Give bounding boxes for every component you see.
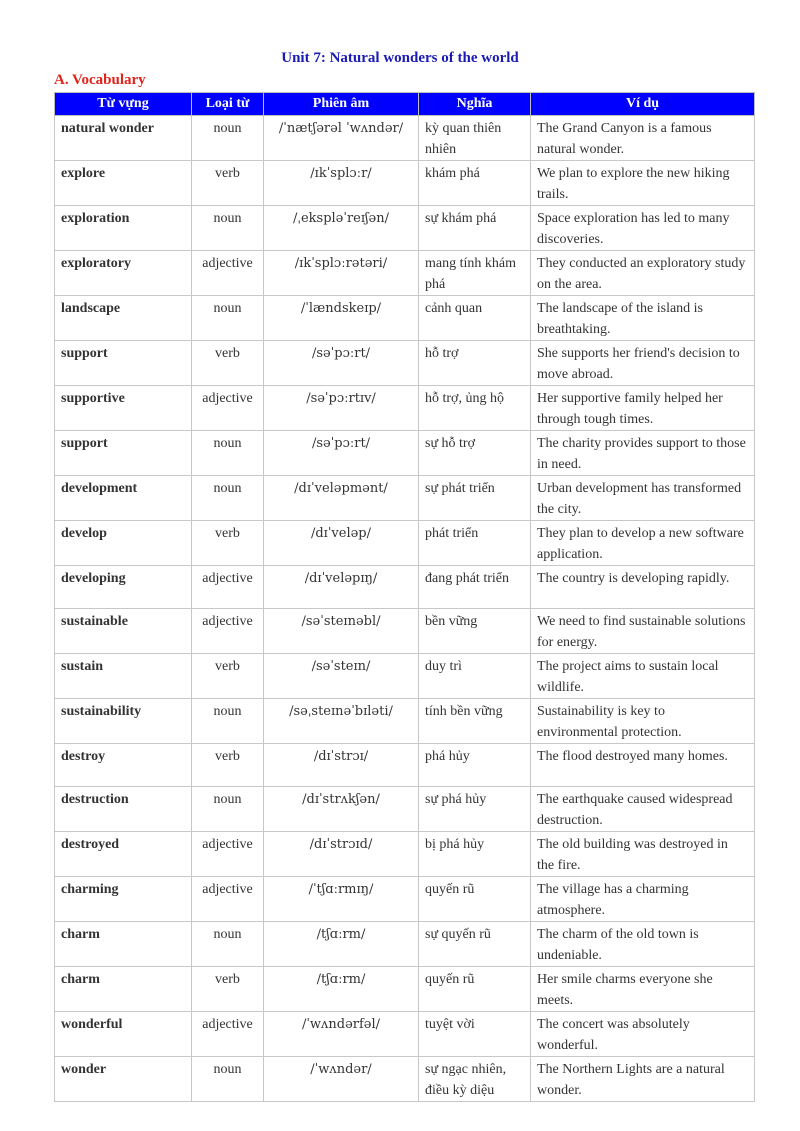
cell-meaning: kỳ quan thiên nhiên	[419, 116, 531, 161]
cell-word: charm	[55, 967, 192, 1012]
header-word: Từ vựng	[55, 93, 192, 116]
cell-word: wonderful	[55, 1012, 192, 1057]
cell-pronunciation: /səˈsteɪnəbl/	[264, 609, 419, 654]
cell-meaning: tính bền vững	[419, 699, 531, 744]
cell-example: The earthquake caused widespread destruction.	[531, 787, 755, 832]
cell-pronunciation: /səˈpɔːrt/	[264, 341, 419, 386]
cell-example: Sustainability is key to environmental protection.	[531, 699, 755, 744]
table-row	[55, 609, 755, 654]
cell-pronunciation: /dɪˈveləp/	[264, 521, 419, 566]
cell-meaning: sự hỗ trợ	[419, 431, 531, 476]
cell-word: wonder	[55, 1057, 192, 1102]
cell-word-type: noun	[192, 787, 264, 832]
cell-word-type: noun	[192, 431, 264, 476]
cell-meaning: đang phát triển	[419, 566, 531, 609]
cell-pronunciation: /dɪˈstrɔɪd/	[264, 832, 419, 877]
cell-word-type: adjective	[192, 251, 264, 296]
cell-word-type: noun	[192, 699, 264, 744]
cell-meaning: hỗ trợ	[419, 341, 531, 386]
table-row	[55, 296, 755, 341]
cell-word: natural wonder	[55, 116, 192, 161]
table-header	[55, 93, 755, 116]
cell-example: The country is developing rapidly.	[531, 566, 755, 609]
table-row	[55, 161, 755, 206]
cell-word-type: verb	[192, 654, 264, 699]
cell-pronunciation: /səˈsteɪn/	[264, 654, 419, 699]
cell-word-type: adjective	[192, 386, 264, 431]
cell-example: They plan to develop a new software application.	[531, 521, 755, 566]
cell-example: The project aims to sustain local wildlife.	[531, 654, 755, 699]
cell-word: charming	[55, 877, 192, 922]
cell-pronunciation: /ˈwʌndər/	[264, 1057, 419, 1102]
page-title: Unit 7: Natural wonders of the world	[281, 50, 519, 66]
cell-word: develop	[55, 521, 192, 566]
cell-word-type: adjective	[192, 1012, 264, 1057]
table-row	[55, 877, 755, 922]
cell-word-type: noun	[192, 922, 264, 967]
cell-word: sustainability	[55, 699, 192, 744]
table-row	[55, 654, 755, 699]
cell-meaning: tuyệt vời	[419, 1012, 531, 1057]
cell-example: The old building was destroyed in the fire.	[531, 832, 755, 877]
cell-word-type: noun	[192, 206, 264, 251]
cell-meaning: cảnh quan	[419, 296, 531, 341]
cell-meaning: bị phá hủy	[419, 832, 531, 877]
cell-pronunciation: /səˌsteɪnəˈbɪləti/	[264, 699, 419, 744]
cell-example: Urban development has transformed the city.	[531, 476, 755, 521]
cell-pronunciation: /ˈnætʃərəl ˈwʌndər/	[264, 116, 419, 161]
header-pronunciation: Phiên âm	[264, 93, 419, 116]
table-row	[55, 1057, 755, 1102]
cell-meaning: khám phá	[419, 161, 531, 206]
cell-pronunciation: /səˈpɔːrt/	[264, 431, 419, 476]
cell-meaning: sự phát triển	[419, 476, 531, 521]
cell-example: The Northern Lights are a natural wonder.	[531, 1057, 755, 1102]
vocabulary-table	[54, 92, 755, 1102]
table-row	[55, 922, 755, 967]
cell-example: The charity provides support to those in need.	[531, 431, 755, 476]
table-row	[55, 521, 755, 566]
cell-pronunciation: /tʃɑːrm/	[264, 922, 419, 967]
cell-meaning: phát triển	[419, 521, 531, 566]
cell-meaning: bền vững	[419, 609, 531, 654]
cell-example: She supports her friend's decision to move abroad.	[531, 341, 755, 386]
table-row	[55, 431, 755, 476]
table-row	[55, 251, 755, 296]
cell-word: developing	[55, 566, 192, 609]
header-example: Ví dụ	[531, 93, 755, 116]
table-row	[55, 116, 755, 161]
cell-meaning: phá hủy	[419, 744, 531, 787]
cell-word-type: noun	[192, 296, 264, 341]
table-row	[55, 566, 755, 609]
cell-example: The concert was absolutely wonderful.	[531, 1012, 755, 1057]
cell-word: exploration	[55, 206, 192, 251]
cell-word-type: adjective	[192, 832, 264, 877]
table-row	[55, 744, 755, 787]
cell-pronunciation: /ɪkˈsplɔːr/	[264, 161, 419, 206]
cell-meaning: quyến rũ	[419, 877, 531, 922]
section-heading: A. Vocabulary	[54, 72, 146, 88]
table-row	[55, 832, 755, 877]
cell-meaning: sự phá hủy	[419, 787, 531, 832]
cell-word-type: adjective	[192, 877, 264, 922]
cell-word: supportive	[55, 386, 192, 431]
cell-word-type: verb	[192, 967, 264, 1012]
table-body	[55, 116, 755, 1102]
cell-pronunciation: /dɪˈstrʌkʃən/	[264, 787, 419, 832]
cell-word: development	[55, 476, 192, 521]
cell-pronunciation: /ˌekspləˈreɪʃən/	[264, 206, 419, 251]
cell-word: destruction	[55, 787, 192, 832]
table-row	[55, 787, 755, 832]
cell-word-type: verb	[192, 521, 264, 566]
cell-example: They conducted an exploratory study on the area.	[531, 251, 755, 296]
cell-word: destroy	[55, 744, 192, 787]
cell-word-type: verb	[192, 744, 264, 787]
cell-pronunciation: /ɪkˈsplɔːrətəri/	[264, 251, 419, 296]
table-row	[55, 206, 755, 251]
table-row	[55, 1012, 755, 1057]
cell-pronunciation: /ˈtʃɑːrmɪŋ/	[264, 877, 419, 922]
table-row	[55, 476, 755, 521]
cell-example: The charm of the old town is undeniable.	[531, 922, 755, 967]
cell-word: charm	[55, 922, 192, 967]
cell-pronunciation: /ˈlændskeɪp/	[264, 296, 419, 341]
table-row	[55, 386, 755, 431]
cell-word-type: noun	[192, 476, 264, 521]
cell-word-type: adjective	[192, 566, 264, 609]
cell-pronunciation: /dɪˈveləpmənt/	[264, 476, 419, 521]
cell-word-type: verb	[192, 341, 264, 386]
cell-example: We need to find sustainable solutions for energy.	[531, 609, 755, 654]
cell-example: We plan to explore the new hiking trails.	[531, 161, 755, 206]
cell-pronunciation: /tʃɑːrm/	[264, 967, 419, 1012]
cell-word: support	[55, 341, 192, 386]
cell-word: exploratory	[55, 251, 192, 296]
cell-word: landscape	[55, 296, 192, 341]
cell-example: Her supportive family helped her through tough times.	[531, 386, 755, 431]
cell-meaning: sự khám phá	[419, 206, 531, 251]
cell-meaning: quyến rũ	[419, 967, 531, 1012]
cell-example: The village has a charming atmosphere.	[531, 877, 755, 922]
cell-word: support	[55, 431, 192, 476]
cell-example: The Grand Canyon is a famous natural wonder.	[531, 116, 755, 161]
cell-pronunciation: /dɪˈveləpɪŋ/	[264, 566, 419, 609]
cell-word: sustain	[55, 654, 192, 699]
table-row	[55, 967, 755, 1012]
cell-meaning: duy trì	[419, 654, 531, 699]
table-row	[55, 699, 755, 744]
cell-word: sustainable	[55, 609, 192, 654]
header-meaning: Nghĩa	[419, 93, 531, 116]
cell-word-type: noun	[192, 1057, 264, 1102]
cell-example: Space exploration has led to many discoveries.	[531, 206, 755, 251]
cell-word: explore	[55, 161, 192, 206]
cell-meaning: sự ngạc nhiên, điều kỳ diệu	[419, 1057, 531, 1102]
cell-pronunciation: /dɪˈstrɔɪ/	[264, 744, 419, 787]
cell-meaning: sự quyến rũ	[419, 922, 531, 967]
cell-meaning: hỗ trợ, ủng hộ	[419, 386, 531, 431]
header-word-type: Loại từ	[192, 93, 264, 116]
cell-meaning: mang tính khám phá	[419, 251, 531, 296]
cell-example: The landscape of the island is breathtaking.	[531, 296, 755, 341]
table-row	[55, 341, 755, 386]
cell-word: destroyed	[55, 832, 192, 877]
cell-word-type: verb	[192, 161, 264, 206]
cell-word-type: noun	[192, 116, 264, 161]
cell-example: The flood destroyed many homes.	[531, 744, 755, 787]
table-header-row	[55, 93, 755, 116]
cell-example: Her smile charms everyone she meets.	[531, 967, 755, 1012]
cell-pronunciation: /səˈpɔːrtɪv/	[264, 386, 419, 431]
cell-word-type: adjective	[192, 609, 264, 654]
cell-pronunciation: /ˈwʌndərfəl/	[264, 1012, 419, 1057]
